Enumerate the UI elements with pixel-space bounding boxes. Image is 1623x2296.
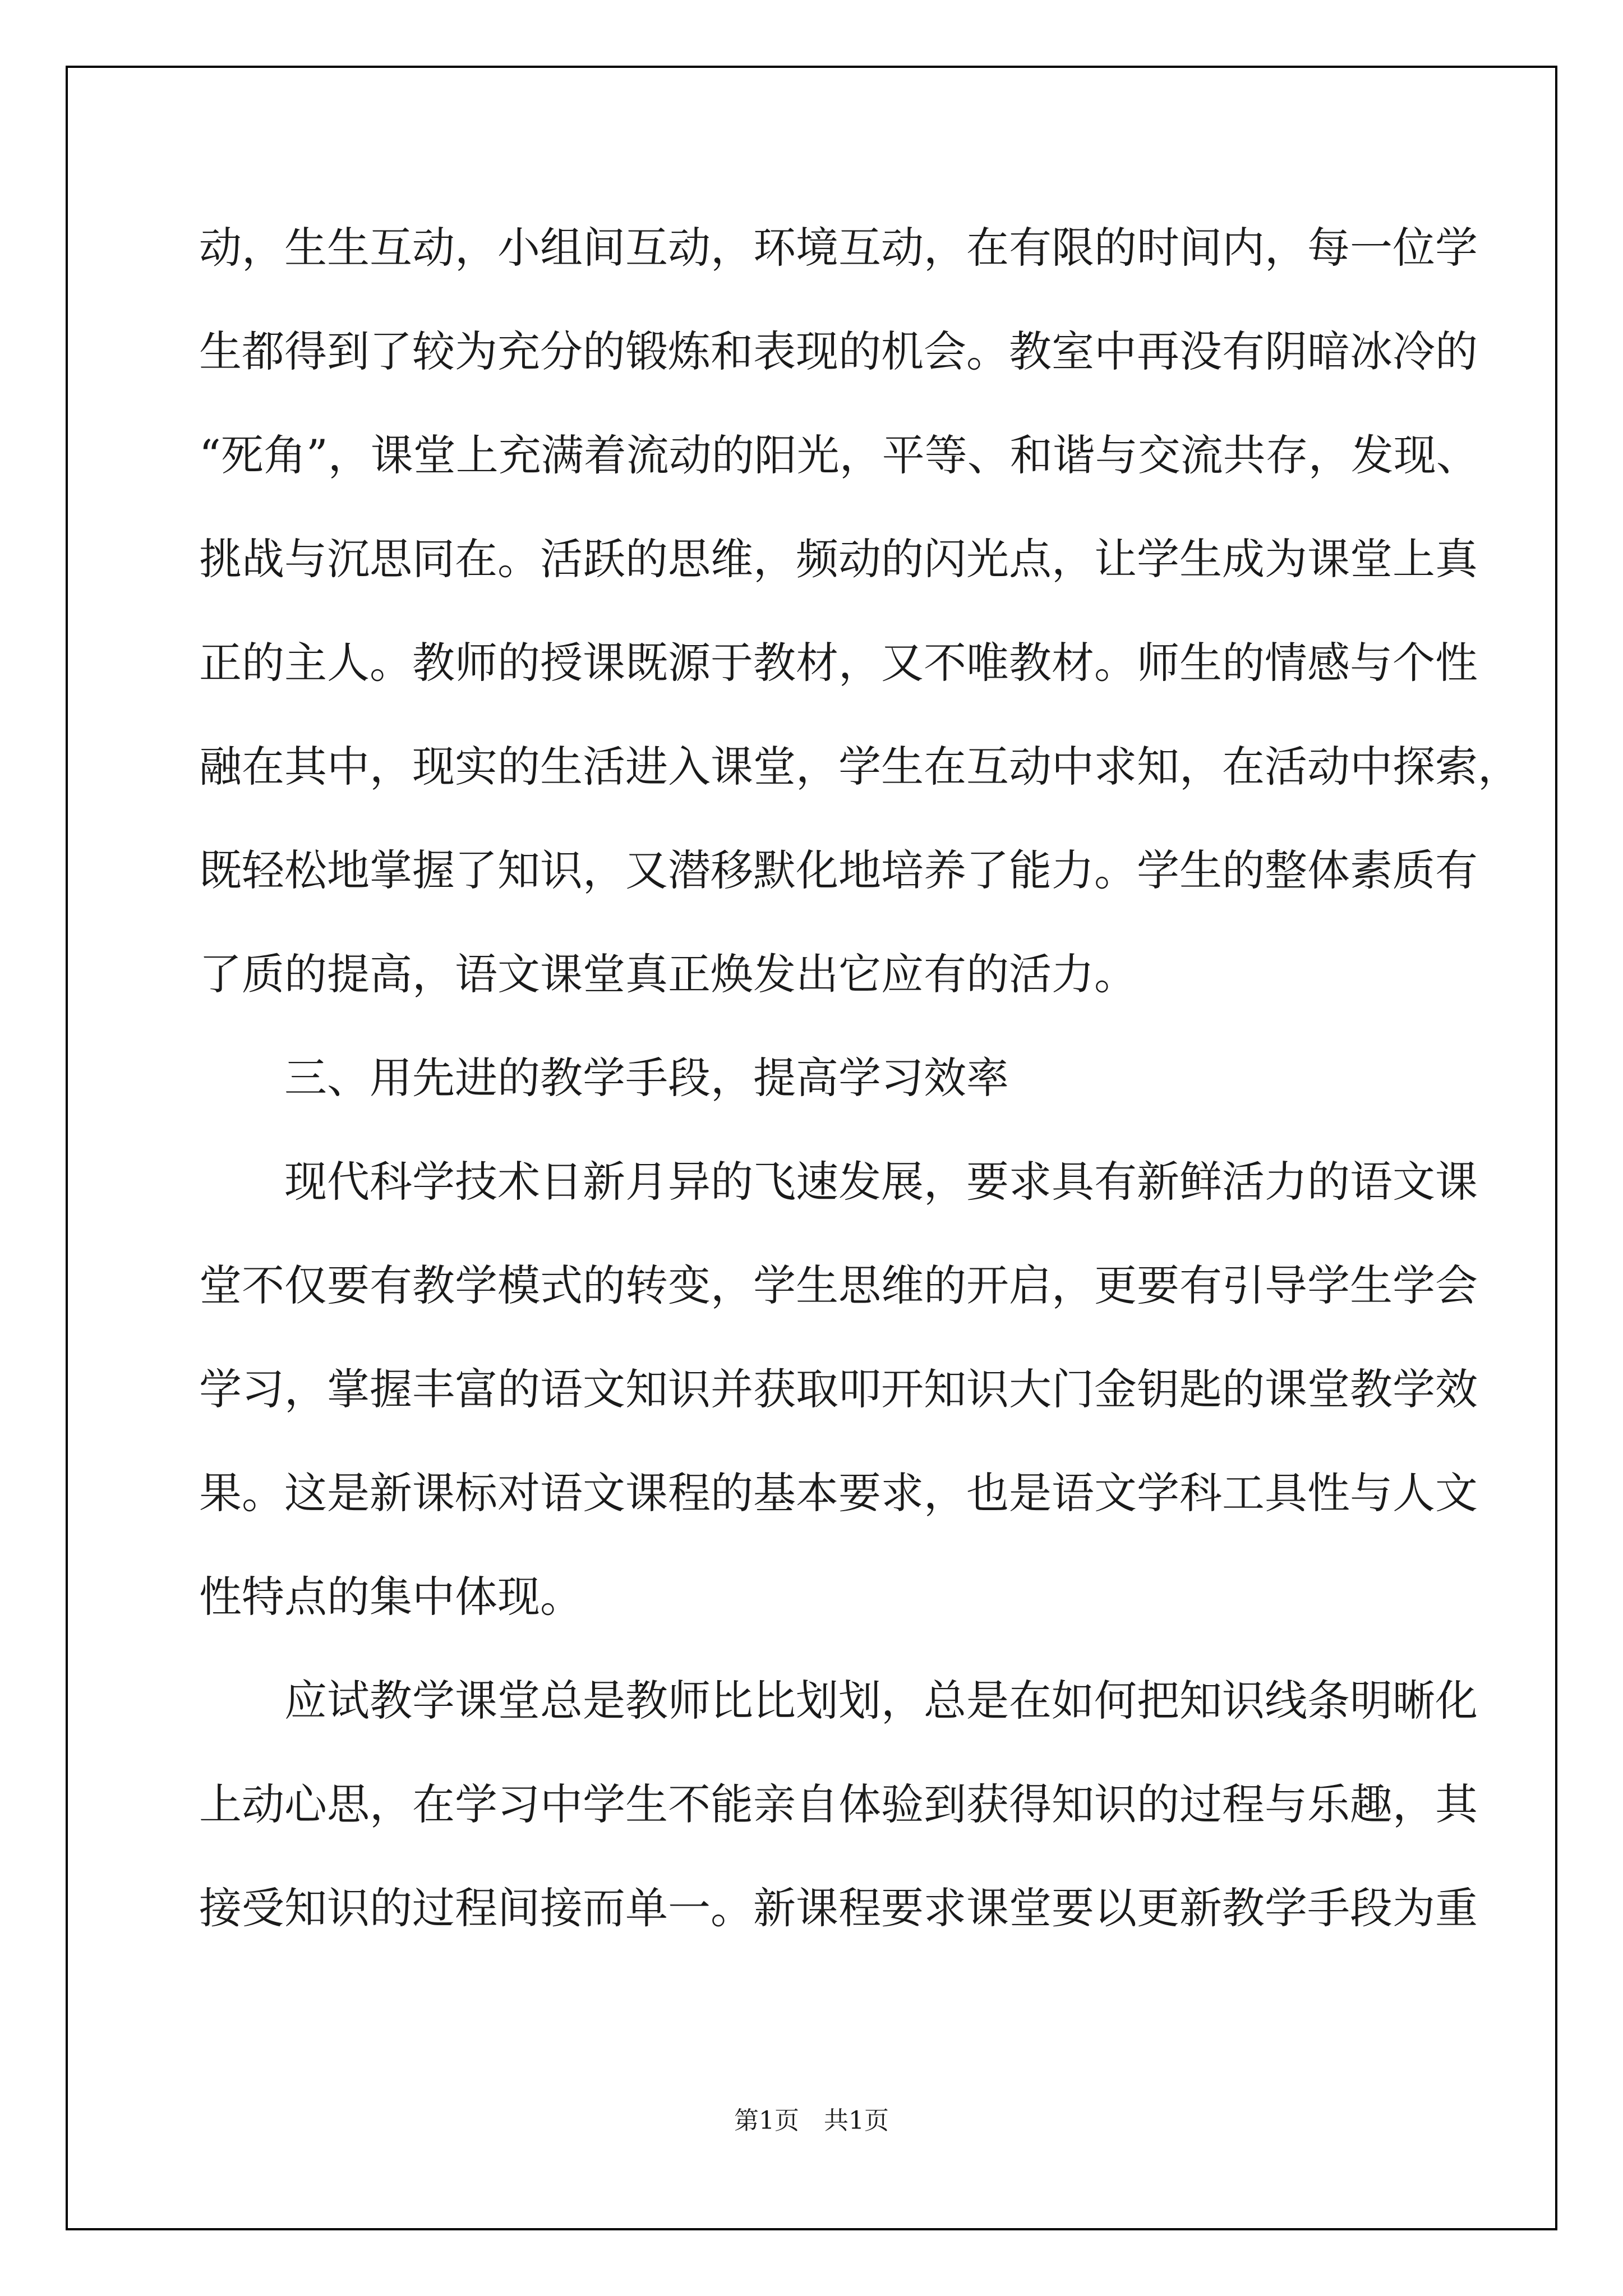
text-line: 现代科学技术日新月异的飞速发展，要求具有新鲜活力的语文课	[284, 1157, 1478, 1207]
page-number: 第1页	[734, 2106, 799, 2135]
text-line: “死角”，课堂上充满着流动的阳光，平等、和谐与交流共存，发现、	[199, 430, 1479, 480]
text-line: 正的主人。教师的授课既源于教材，又不唯教材。师生的情感与个性	[199, 638, 1478, 688]
section-heading: 三、用先进的教学手段，提高学习效率	[284, 1053, 1009, 1103]
text-line: 融在其中，现实的生活进入课堂，学生在互动中求知，在活动中探索，	[199, 742, 1520, 792]
text-line: 果。这是新课标对语文课程的基本要求，也是语文学科工具性与人文	[199, 1468, 1478, 1518]
text-line: 既轻松地掌握了知识，又潜移默化地培养了能力。学生的整体素质有	[199, 845, 1478, 895]
page-total: 共1页	[824, 2106, 889, 2135]
text-line: 接受知识的过程间接而单一。新课程要求课堂要以更新教学手段为重	[199, 1883, 1478, 1933]
text-line: 生都得到了较为充分的锻炼和表现的机会。教室中再没有阴暗冰冷的	[199, 326, 1478, 376]
text-line: 学习，掌握丰富的语文知识并获取叩开知识大门金钥匙的课堂教学效	[199, 1364, 1478, 1414]
text-line: 了质的提高，语文课堂真正焕发出它应有的活力。	[199, 949, 1137, 999]
text-line: 挑战与沉思同在。活跃的思维，频动的闪光点，让学生成为课堂上真	[199, 534, 1478, 584]
text-line: 动，生生互动，小组间互动，环境互动，在有限的时间内，每一位学	[199, 223, 1478, 273]
text-line: 堂不仅要有教学模式的转变，学生思维的开启，更要有引导学生学会	[199, 1260, 1478, 1310]
text-line: 上动心思，在学习中学生不能亲自体验到获得知识的过程与乐趣，其	[199, 1779, 1478, 1829]
page-footer	[0, 2105, 1623, 2137]
text-line: 应试教学课堂总是教师比比划划，总是在如何把知识线条明晰化	[284, 1676, 1478, 1726]
text-line: 性特点的集中体现。	[199, 1572, 583, 1622]
